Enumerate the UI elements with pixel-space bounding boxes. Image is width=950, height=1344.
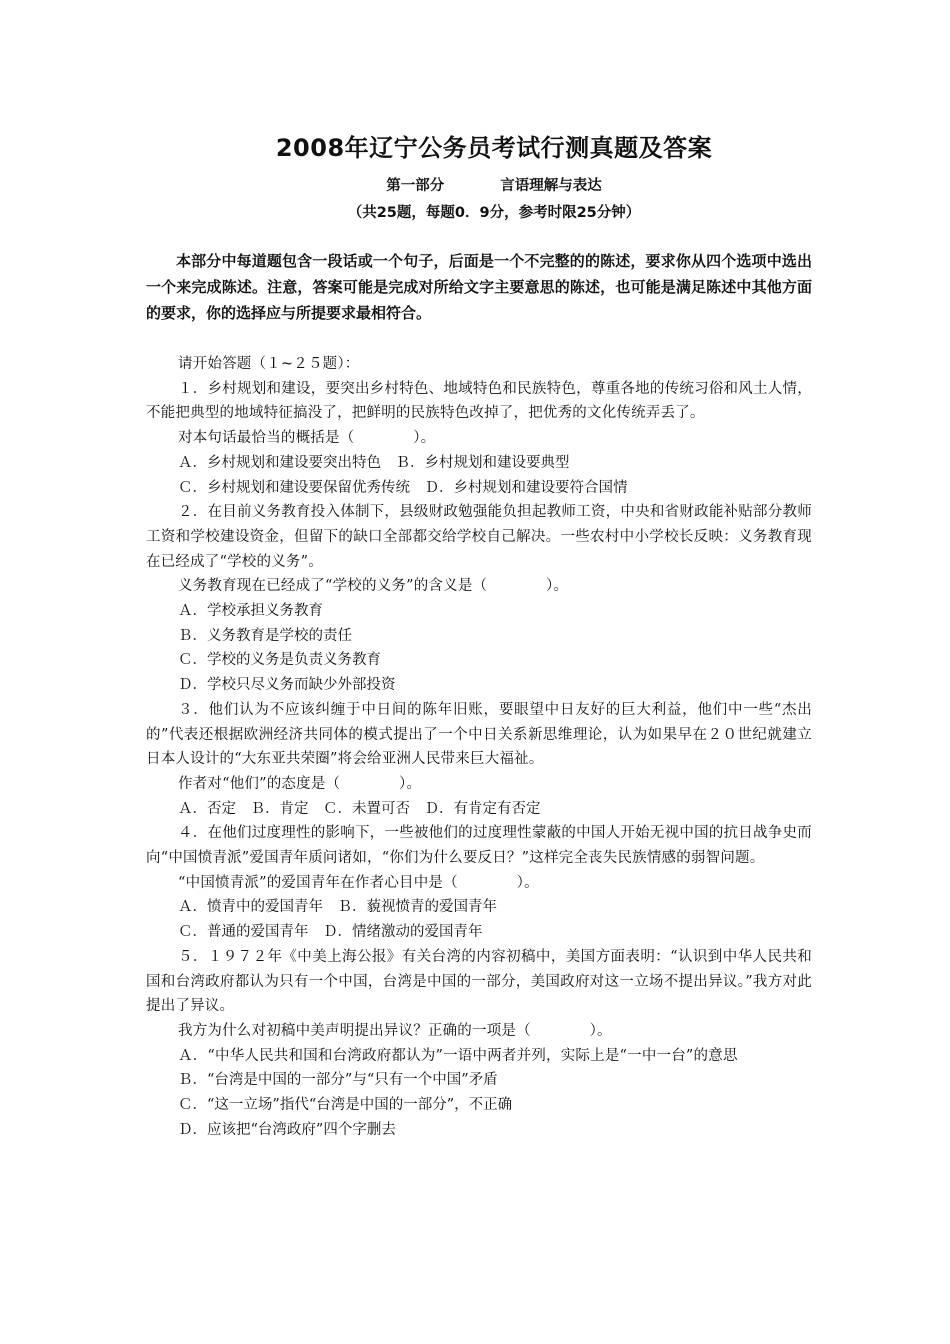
question-4-stem: “中国愤青派”的爱国青年在作者心目中是（ ）。	[178, 874, 539, 891]
question-2-option-a: Ａ．学校承担义务教育	[178, 603, 323, 620]
instructions-paragraph: 本部分中每道题包含一段话或一个句子，后面是一个不完整的的陈述，要求你从四个选项中选出一个来完成陈述。注意，答案可能是完成对所给文字主要意思的陈述，也可能是满足陈述中其他方面的要求，你的选择应与所提要求最相符合。	[146, 252, 812, 322]
question-3-options: Ａ．否定 Ｂ．肯定 Ｃ．未置可否 Ｄ．有肯定有否定	[178, 800, 541, 817]
question-1-options-ab: Ａ．乡村规划和建设要突出特色 Ｂ．乡村规划和建设要典型	[178, 454, 570, 471]
question-1-stem: 对本句话最恰当的概括是（ ）。	[178, 430, 436, 447]
question-5-text: ５．１９７２年《中美上海公报》有关台湾的内容初稿中，美国方面表明：“认识到中华人民共和国和台湾政府都认为只有一个中国，台湾是中国的一部分，美国政府对这一立场不提出异议。”我方对此提出了异议。	[146, 948, 812, 1015]
question-3-stem: 作者对“他们”的态度是（ ）。	[178, 775, 422, 792]
question-1-options-cd: Ｃ．乡村规划和建设要保留优秀传统 Ｄ．乡村规划和建设要符合国情	[178, 479, 628, 496]
question-2-option-d: Ｄ．学校只尽义务而缺少外部投资	[178, 677, 396, 694]
question-4-text: ４．在他们过度理性的影响下，一些被他们的过度理性蒙蔽的中国人开始无视中国的抗日战争史而向“中国愤青派”爱国青年质问诸如，“你们为什么要反日？”这样完全丧失民族情感的弱智问题。	[146, 825, 812, 867]
question-2-option-b: Ｂ．义务教育是学校的责任	[178, 627, 352, 644]
question-5-option-d: Ｄ．应该把“台湾政府”四个字删去	[178, 1121, 396, 1138]
question-5-option-b: Ｂ．“台湾是中国的一部分”与“只有一个中国”矛盾	[178, 1072, 498, 1089]
part-info: （共25题，每题0．9分，参考时限25分钟）	[347, 205, 641, 221]
question-5-option-c: Ｃ．“这一立场”指代“台湾是中国的一部分”，不正确	[178, 1097, 513, 1114]
document-page	[146, 128, 812, 1143]
part-label: 第一部分	[386, 178, 445, 194]
questions	[146, 352, 812, 1143]
question-2-option-c: Ｃ．学校的义务是负责义务教育	[178, 652, 381, 669]
question-4-options-cd: Ｃ．普通的爱国青年 Ｄ．情绪激动的爱国青年	[178, 924, 483, 941]
question-1-text: １．乡村规划和建设，要突出乡村特色、地域特色和民族特色，尊重各地的传统习俗和风土人情，不能把典型的地域特征搞没了，把鲜明的民族特色改掉了，把优秀的文化传统弄丢了。	[146, 380, 812, 422]
question-3-text: ３．他们认为不应该纠缠于中日间的陈年旧账，要眼望中日友好的巨大利益，他们中一些“杰出的”代表还根据欧洲经济共同体的模式提出了一个中日关系新思维理论，认为如果早在２０世纪就建立日本人设计的“大东亚共荣圈”将会给亚洲人民带来巨大福祉。	[146, 701, 812, 768]
start-prompt: 请开始答题（１~２５题）：	[178, 356, 360, 372]
part-heading	[146, 172, 812, 200]
question-5-option-a: Ａ．“中华人民共和国和台湾政府都认为”一语中两者并列，实际上是“一中一台”的意思	[178, 1047, 738, 1064]
question-2-text: ２．在目前义务教育投入体制下，县级财政勉强能负担起教师工资，中央和省财政能补贴部分教师工资和学校建设资金，但留下的缺口全部都交给学校自己解决。一些农村中小学校长反映：义务教育现在已经成了“学校的义务”。	[146, 504, 812, 570]
part-name: 言语理解与表达	[500, 178, 602, 194]
question-4-options-ab: Ａ．愤青中的爱国青年 Ｂ．藐视愤青的爱国青年	[178, 899, 497, 916]
question-5-stem: 我方为什么对初稿中美声明提出异议？正确的一项是（ ）。	[178, 1022, 612, 1039]
question-2-stem: 义务教育现在已经成了“学校的义务”的含义是（ ）。	[178, 578, 569, 595]
document-title: 2008年辽宁公务员考试行测真题及答案	[275, 134, 713, 162]
